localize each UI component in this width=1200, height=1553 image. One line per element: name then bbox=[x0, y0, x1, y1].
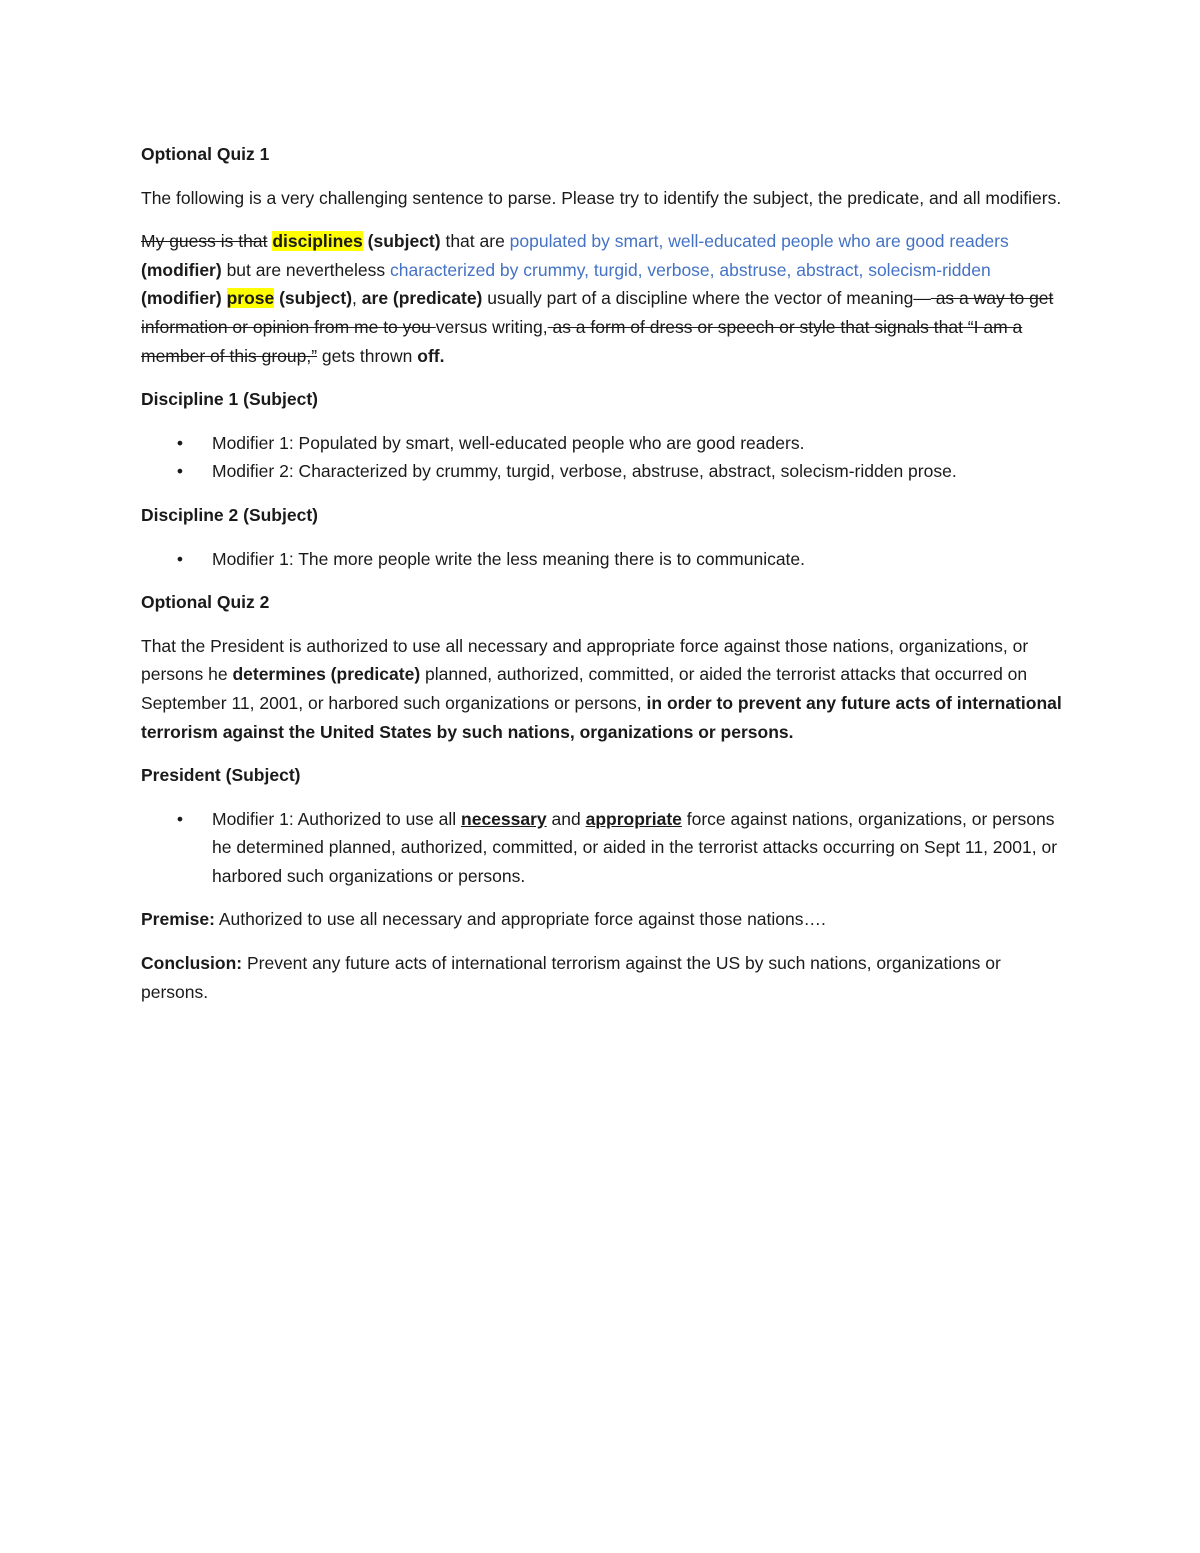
premise bbox=[141, 905, 1066, 934]
highlighted-subject: disciplines bbox=[272, 231, 363, 252]
discipline2-heading: Discipline 2 (Subject) bbox=[141, 504, 318, 525]
modifier-tag: (modifier) bbox=[141, 288, 222, 309]
quiz1-heading: Optional Quiz 1 bbox=[141, 144, 270, 164]
quiz1-sentence bbox=[141, 227, 1066, 370]
paragraph-text: planned, authorized, committed, or aided the terrorist attacks that occurred on September 11, 2001, or harbored such organizations or persons, bbox=[141, 664, 1028, 713]
list-item bbox=[141, 805, 1066, 891]
conclusion-label: Conclusion: bbox=[141, 953, 243, 974]
modifier-text: and bbox=[546, 808, 586, 829]
bullet-icon: • bbox=[176, 808, 184, 829]
bullet-icon: • bbox=[176, 548, 184, 569]
modifier-text: Modifier 1: The more people write the less meaning there is to communicate. bbox=[212, 548, 806, 569]
paragraph-text: That the President is authorized to use all necessary and appropriate force against those nations, organizations, or persons he bbox=[141, 635, 1029, 685]
modifier-phrase: characterized by crummy, turgid, verbose, abstruse, abstract, solecism-ridden bbox=[390, 259, 991, 280]
highlighted-subject: prose bbox=[226, 288, 275, 309]
discipline1-list bbox=[141, 429, 1066, 486]
quiz2-paragraph bbox=[141, 632, 1066, 746]
list-item bbox=[141, 545, 1066, 574]
list-item bbox=[141, 457, 1066, 486]
sentence-text: versus writing bbox=[435, 316, 543, 337]
sentence-text: that are bbox=[440, 231, 510, 252]
conclusion bbox=[141, 949, 1066, 1006]
modifier-phrase: populated by smart, well-educated people who are good readers bbox=[509, 231, 1009, 252]
quiz2-heading: Optional Quiz 2 bbox=[141, 592, 270, 613]
bullet-icon: • bbox=[176, 432, 184, 453]
purpose-clause: in order to prevent any future acts of international terrorism against the United States by such nations, organizations or persons. bbox=[141, 692, 1062, 742]
struck-phrase: My guess is that bbox=[141, 231, 268, 252]
modifier-text: Modifier 1: Authorized to use all bbox=[212, 808, 462, 829]
struck-phrase: as a way to get information or opinion from me to you bbox=[141, 288, 1054, 337]
modifier-tag: (modifier) bbox=[141, 259, 222, 280]
bullet-icon: • bbox=[176, 461, 184, 482]
sentence-text: gets thrown bbox=[317, 345, 418, 366]
discipline2-list bbox=[141, 545, 1066, 574]
sentence-text: but are nevertheless bbox=[221, 259, 390, 280]
modifier-text: Modifier 2: Characterized by crummy, turgid, verbose, abstruse, abstract, solecism-ridden prose. bbox=[212, 461, 957, 482]
premise-text: Authorized to use all necessary and appropriate force against those nations…. bbox=[214, 909, 826, 930]
discipline1-heading: Discipline 1 (Subject) bbox=[141, 389, 318, 410]
sentence-end: off. bbox=[417, 345, 445, 366]
predicate-tag: are (predicate) bbox=[361, 288, 483, 309]
president-heading: President (Subject) bbox=[141, 765, 301, 786]
document-page bbox=[141, 140, 1066, 1021]
sentence-text: usually part of a discipline where the vector of meaning— bbox=[482, 288, 931, 309]
sentence-text: , bbox=[352, 288, 362, 309]
underlined-word: appropriate bbox=[585, 808, 682, 829]
list-item bbox=[141, 429, 1066, 458]
modifier-text: force against nations, organizations, or persons he determined planned, authorized, committed, or aided in the terrorist attacks occurring on Sept 11, 2001, or harbored such organizations or persons. bbox=[212, 808, 1058, 886]
conclusion-text: Prevent any future acts of international terrorism against the US by such nations, organizations or persons. bbox=[141, 953, 1001, 1002]
sentence-text bbox=[222, 288, 227, 308]
struck-phrase: as a form of dress or speech or style that signals that “I am a member of this group,” bbox=[141, 316, 1023, 366]
subject-tag: (subject) bbox=[279, 288, 353, 309]
quiz1-intro: The following is a very challenging sentence to parse. Please try to identify the subject, the predicate, and all modifiers. bbox=[141, 187, 1062, 208]
president-list bbox=[141, 805, 1066, 891]
predicate-tag: determines (predicate) bbox=[232, 664, 421, 685]
subject-tag: (subject) bbox=[367, 231, 441, 252]
modifier-text: Modifier 1: Populated by smart, well-educated people who are good readers. bbox=[212, 432, 805, 453]
sentence-text: , bbox=[542, 316, 548, 337]
premise-label: Premise: bbox=[141, 909, 215, 930]
underlined-word: necessary bbox=[461, 808, 547, 829]
